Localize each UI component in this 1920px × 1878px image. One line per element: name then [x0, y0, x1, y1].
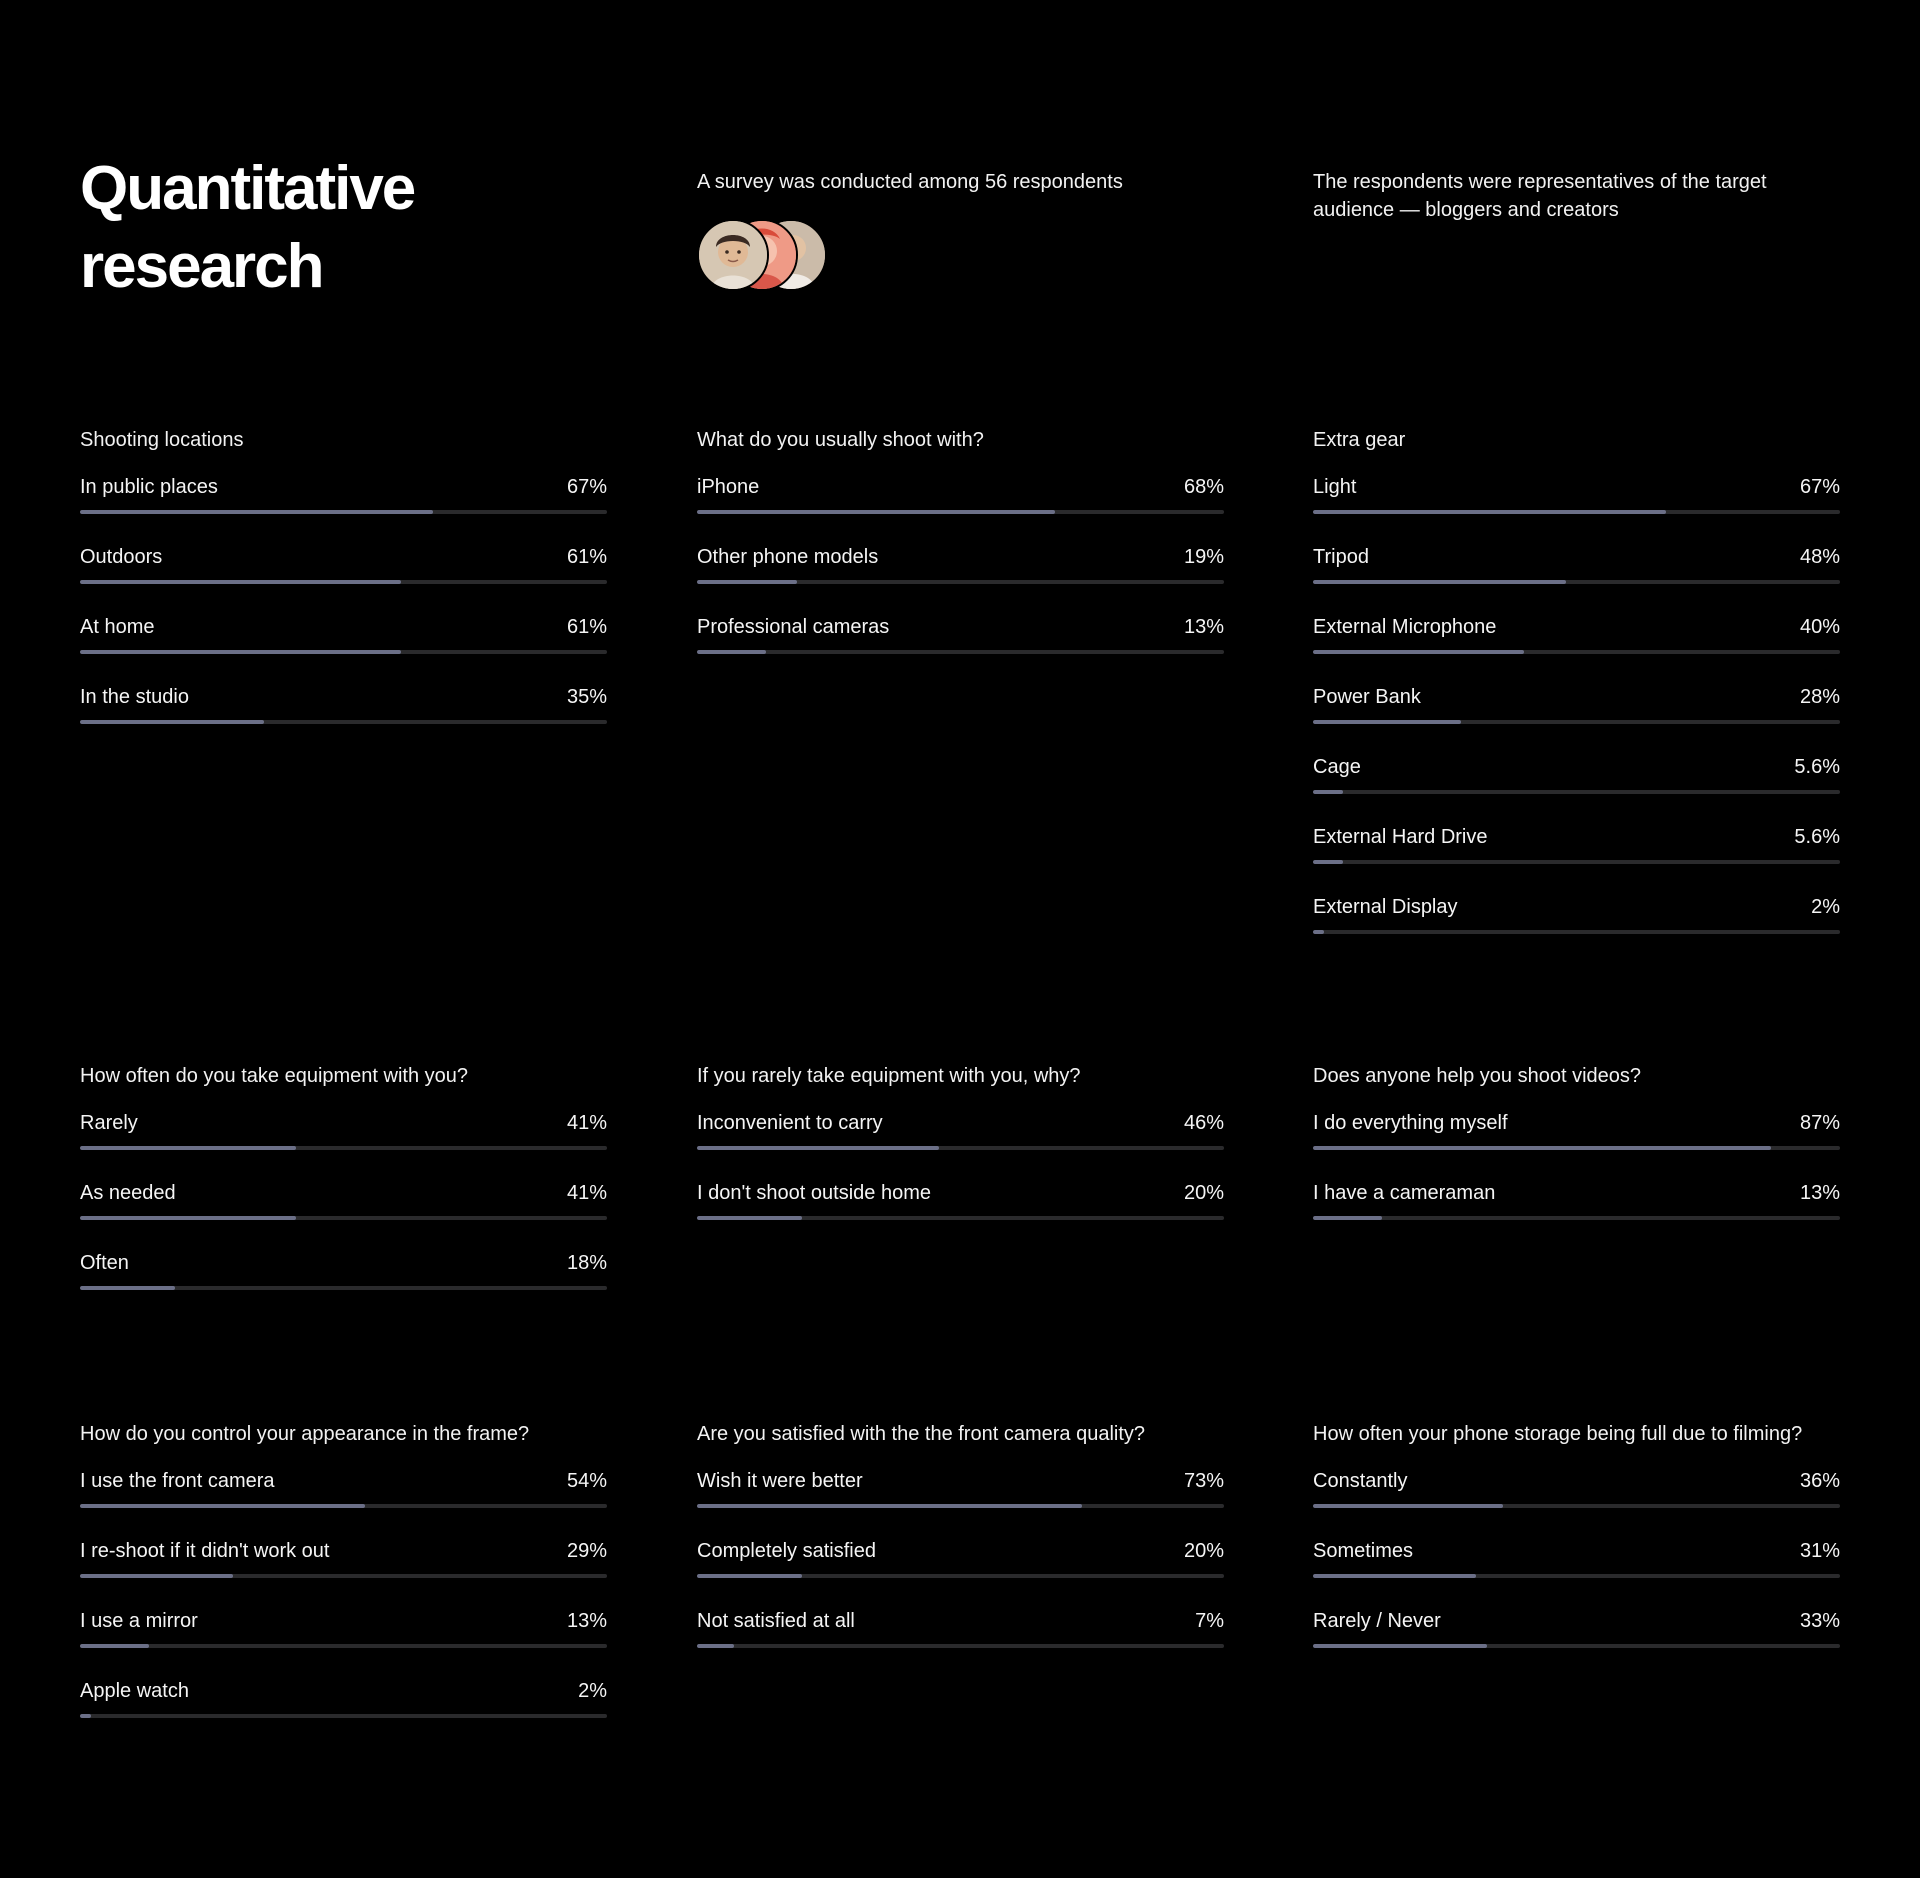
- avatar: [697, 219, 769, 291]
- bar-value: 33%: [1799, 1610, 1840, 1632]
- bar-track: [1313, 1504, 1840, 1508]
- bar-header: [80, 474, 607, 500]
- bar-label: External Display: [1313, 896, 1458, 918]
- chart-title: Extra gear: [1313, 429, 1406, 451]
- bar-header: [80, 1250, 607, 1276]
- bar-fill: [1313, 1574, 1476, 1578]
- bar-row: [697, 614, 1224, 684]
- bar-fill: [697, 1504, 1082, 1508]
- bar-row: [80, 1678, 607, 1748]
- bar-fill: [1313, 720, 1461, 724]
- bar-label: iPhone: [697, 476, 760, 498]
- bar-value: 13%: [566, 1610, 607, 1632]
- bar-label: Wish it were better: [697, 1470, 863, 1492]
- bar-label: Outdoors: [80, 546, 163, 568]
- bar-row: [80, 1468, 607, 1538]
- bar-value: 61%: [566, 616, 607, 638]
- bar-fill: [80, 580, 401, 584]
- chart-title: Are you satisfied with the the front camera quality?: [697, 1423, 1146, 1445]
- bar-fill: [1313, 1216, 1382, 1220]
- bar-header: [80, 1608, 607, 1634]
- bar-track: [80, 1714, 607, 1718]
- bar-header: [697, 1110, 1224, 1136]
- bar-row: [80, 1110, 607, 1180]
- bar-track: [697, 510, 1224, 514]
- chart-title: How often your phone storage being full due to filming?: [1313, 1423, 1803, 1445]
- bar-header: [80, 1678, 607, 1704]
- bar-row: [1313, 614, 1840, 684]
- bar-fill: [1313, 860, 1343, 864]
- bar-value: 41%: [566, 1182, 607, 1204]
- bar-fill: [1313, 930, 1324, 934]
- bar-value: 5.6%: [1794, 756, 1840, 778]
- bar-label: Constantly: [1313, 1470, 1408, 1492]
- bar-label: Tripod: [1313, 546, 1369, 568]
- bar-value: 5.6%: [1794, 826, 1840, 848]
- bar-header: [1313, 1468, 1840, 1494]
- chart-shooting-help: [1313, 1064, 1840, 1250]
- bar-fill: [1313, 580, 1566, 584]
- audience-note: The respondents were representatives of the target audience — bloggers and creators: [1313, 171, 1767, 221]
- bar-row: [80, 474, 607, 544]
- bar-track: [697, 1644, 1224, 1648]
- chart-shooting-device: [697, 428, 1224, 684]
- chart-title: What do you usually shoot with?: [697, 429, 984, 451]
- bar-value: 35%: [566, 686, 607, 708]
- bar-header: [697, 614, 1224, 640]
- bar-header: [1313, 824, 1840, 850]
- bar-row: [80, 1608, 607, 1678]
- bar-header: [1313, 1180, 1840, 1206]
- bar-label: Inconvenient to carry: [697, 1112, 883, 1134]
- bar-label: I use the front camera: [80, 1470, 275, 1492]
- bar-fill: [697, 1146, 939, 1150]
- bar-row: [1313, 1608, 1840, 1678]
- bar-label: External Hard Drive: [1313, 826, 1488, 848]
- bar-row: [80, 1538, 607, 1608]
- bar-value: 20%: [1183, 1182, 1224, 1204]
- bar-row: [1313, 544, 1840, 614]
- survey-note: A survey was conducted among 56 respondents: [697, 171, 1123, 193]
- bar-label: I have a cameraman: [1313, 1182, 1496, 1204]
- bar-fill: [80, 1504, 365, 1508]
- bar-label: Light: [1313, 476, 1357, 498]
- bar-value: 68%: [1183, 476, 1224, 498]
- bar-value: 61%: [566, 546, 607, 568]
- bar-value: 67%: [1799, 476, 1840, 498]
- bar-fill: [80, 1574, 233, 1578]
- bar-row: [697, 474, 1224, 544]
- bar-label: Completely satisfied: [697, 1540, 876, 1562]
- bar-label: At home: [80, 616, 155, 638]
- bar-track: [80, 580, 607, 584]
- bar-fill: [697, 1644, 734, 1648]
- bar-fill: [80, 1146, 296, 1150]
- bar-header: [80, 1180, 607, 1206]
- bar-row: [697, 1468, 1224, 1538]
- bar-track: [697, 580, 1224, 584]
- bar-value: 18%: [566, 1252, 607, 1274]
- bar-track: [80, 510, 607, 514]
- bar-header: [697, 474, 1224, 500]
- bar-row: [697, 1608, 1224, 1678]
- bar-track: [80, 1146, 607, 1150]
- bar-fill: [1313, 1504, 1503, 1508]
- chart-appearance-control: [80, 1422, 607, 1748]
- bar-row: [697, 1180, 1224, 1250]
- bar-header: [80, 684, 607, 710]
- bar-list: [1313, 474, 1840, 964]
- bar-row: [1313, 894, 1840, 964]
- bar-label: Apple watch: [80, 1680, 189, 1702]
- bar-track: [1313, 1146, 1840, 1150]
- chart-title: Does anyone help you shoot videos?: [1313, 1065, 1642, 1087]
- bar-value: 87%: [1799, 1112, 1840, 1134]
- chart-equipment-frequency: [80, 1064, 607, 1320]
- bar-track: [80, 1286, 607, 1290]
- bar-label: As needed: [80, 1182, 176, 1204]
- bar-track: [1313, 650, 1840, 654]
- bar-label: Power Bank: [1313, 686, 1421, 708]
- bar-fill: [697, 510, 1055, 514]
- bar-value: 13%: [1799, 1182, 1840, 1204]
- bar-value: 67%: [566, 476, 607, 498]
- bar-fill: [80, 720, 264, 724]
- bar-fill: [1313, 1146, 1771, 1150]
- bar-value: 13%: [1183, 616, 1224, 638]
- bar-row: [1313, 754, 1840, 824]
- bar-label: Not satisfied at all: [697, 1610, 855, 1632]
- bar-label: Other phone models: [697, 546, 879, 568]
- bar-header: [1313, 754, 1840, 780]
- bar-value: 7%: [1195, 1610, 1224, 1632]
- bar-list: [697, 474, 1224, 684]
- bar-fill: [697, 580, 797, 584]
- bar-label: Sometimes: [1313, 1540, 1414, 1562]
- bar-row: [1313, 474, 1840, 544]
- bar-track: [1313, 580, 1840, 584]
- bar-row: [80, 1180, 607, 1250]
- bar-header: [697, 1180, 1224, 1206]
- bar-row: [697, 544, 1224, 614]
- bar-label: I use a mirror: [80, 1610, 198, 1632]
- bar-fill: [80, 1644, 149, 1648]
- bar-row: [697, 1110, 1224, 1180]
- bar-value: 19%: [1183, 546, 1224, 568]
- chart-title: How often do you take equipment with you?: [80, 1065, 469, 1087]
- bar-value: 46%: [1183, 1112, 1224, 1134]
- bar-track: [1313, 1644, 1840, 1648]
- bar-header: [1313, 684, 1840, 710]
- bar-header: [80, 544, 607, 570]
- bar-value: 20%: [1183, 1540, 1224, 1562]
- bar-header: [1313, 1538, 1840, 1564]
- bar-track: [80, 650, 607, 654]
- bar-fill: [80, 650, 401, 654]
- bar-track: [697, 650, 1224, 654]
- bar-fill: [1313, 1644, 1487, 1648]
- bar-value: 2%: [1811, 896, 1840, 918]
- bar-track: [1313, 720, 1840, 724]
- bar-track: [697, 1574, 1224, 1578]
- bar-label: External Microphone: [1313, 616, 1497, 638]
- bar-value: 31%: [1799, 1540, 1840, 1562]
- bar-label: Professional cameras: [697, 616, 890, 638]
- bar-track: [1313, 1216, 1840, 1220]
- bar-value: 29%: [566, 1540, 607, 1562]
- bar-row: [80, 684, 607, 754]
- bar-fill: [1313, 510, 1666, 514]
- bar-row: [80, 614, 607, 684]
- chart-title: If you rarely take equipment with you, why?: [697, 1065, 1081, 1087]
- bar-header: [1313, 894, 1840, 920]
- bar-track: [1313, 1574, 1840, 1578]
- bar-label: I do everything myself: [1313, 1112, 1508, 1134]
- bar-track: [1313, 860, 1840, 864]
- bar-header: [80, 1110, 607, 1136]
- bar-fill: [80, 1216, 296, 1220]
- bar-fill: [80, 510, 433, 514]
- bar-value: 40%: [1799, 616, 1840, 638]
- bar-track: [697, 1216, 1224, 1220]
- bar-header: [80, 614, 607, 640]
- bar-list: [697, 1468, 1224, 1678]
- bar-header: [697, 1538, 1224, 1564]
- bar-list: [697, 1110, 1224, 1250]
- bar-label: Cage: [1313, 756, 1361, 778]
- bar-header: [697, 544, 1224, 570]
- respondent-avatars: [697, 219, 837, 291]
- chart-equipment-reasons: [697, 1064, 1224, 1250]
- bar-track: [80, 1216, 607, 1220]
- chart-title: How do you control your appearance in the frame?: [80, 1423, 530, 1445]
- bar-list: [80, 474, 607, 754]
- bar-fill: [697, 1216, 802, 1220]
- bar-fill: [80, 1286, 175, 1290]
- bar-label: Often: [80, 1252, 129, 1274]
- bar-list: [1313, 1468, 1840, 1678]
- bar-fill: [1313, 650, 1524, 654]
- bar-list: [80, 1468, 607, 1748]
- bar-track: [697, 1146, 1224, 1150]
- chart-front-camera-satisfaction: [697, 1422, 1224, 1678]
- bar-track: [697, 1504, 1224, 1508]
- bar-value: 54%: [566, 1470, 607, 1492]
- bar-track: [80, 1574, 607, 1578]
- bar-row: [697, 1538, 1224, 1608]
- bar-value: 36%: [1799, 1470, 1840, 1492]
- bar-header: [1313, 474, 1840, 500]
- bar-label: In the studio: [80, 686, 189, 708]
- chart-shooting-locations: [80, 428, 607, 754]
- bar-label: I re-shoot if it didn't work out: [80, 1540, 330, 1562]
- bar-row: [1313, 824, 1840, 894]
- bar-header: [80, 1468, 607, 1494]
- bar-value: 2%: [578, 1680, 607, 1702]
- bar-track: [1313, 930, 1840, 934]
- bar-value: 28%: [1799, 686, 1840, 708]
- bar-label: Rarely / Never: [1313, 1610, 1441, 1632]
- bar-label: I don't shoot outside home: [697, 1182, 931, 1204]
- bar-row: [1313, 1538, 1840, 1608]
- bar-row: [1313, 1468, 1840, 1538]
- chart-storage-full: [1313, 1422, 1840, 1678]
- bar-row: [80, 544, 607, 614]
- bar-row: [1313, 1110, 1840, 1180]
- bar-fill: [697, 1574, 802, 1578]
- bar-value: 41%: [566, 1112, 607, 1134]
- bar-fill: [697, 650, 766, 654]
- bar-list: [1313, 1110, 1840, 1250]
- bar-header: [1313, 1110, 1840, 1136]
- bar-track: [80, 1644, 607, 1648]
- chart-title: Shooting locations: [80, 429, 244, 451]
- bar-header: [80, 1538, 607, 1564]
- bar-track: [80, 720, 607, 724]
- bar-row: [1313, 684, 1840, 754]
- bar-header: [697, 1468, 1224, 1494]
- bar-row: [80, 1250, 607, 1320]
- bar-label: In public places: [80, 476, 218, 498]
- bar-track: [1313, 510, 1840, 514]
- bar-header: [1313, 544, 1840, 570]
- bar-header: [1313, 1608, 1840, 1634]
- bar-header: [697, 1608, 1224, 1634]
- bar-fill: [1313, 790, 1343, 794]
- bar-list: [80, 1110, 607, 1320]
- bar-row: [1313, 1180, 1840, 1250]
- bar-value: 48%: [1799, 546, 1840, 568]
- bar-header: [1313, 614, 1840, 640]
- bar-value: 73%: [1183, 1470, 1224, 1492]
- bar-track: [80, 1504, 607, 1508]
- page-title: Quantitative research: [80, 154, 415, 301]
- bar-fill: [80, 1714, 91, 1718]
- bar-label: Rarely: [80, 1112, 138, 1134]
- chart-extra-gear: [1313, 428, 1840, 964]
- bar-track: [1313, 790, 1840, 794]
